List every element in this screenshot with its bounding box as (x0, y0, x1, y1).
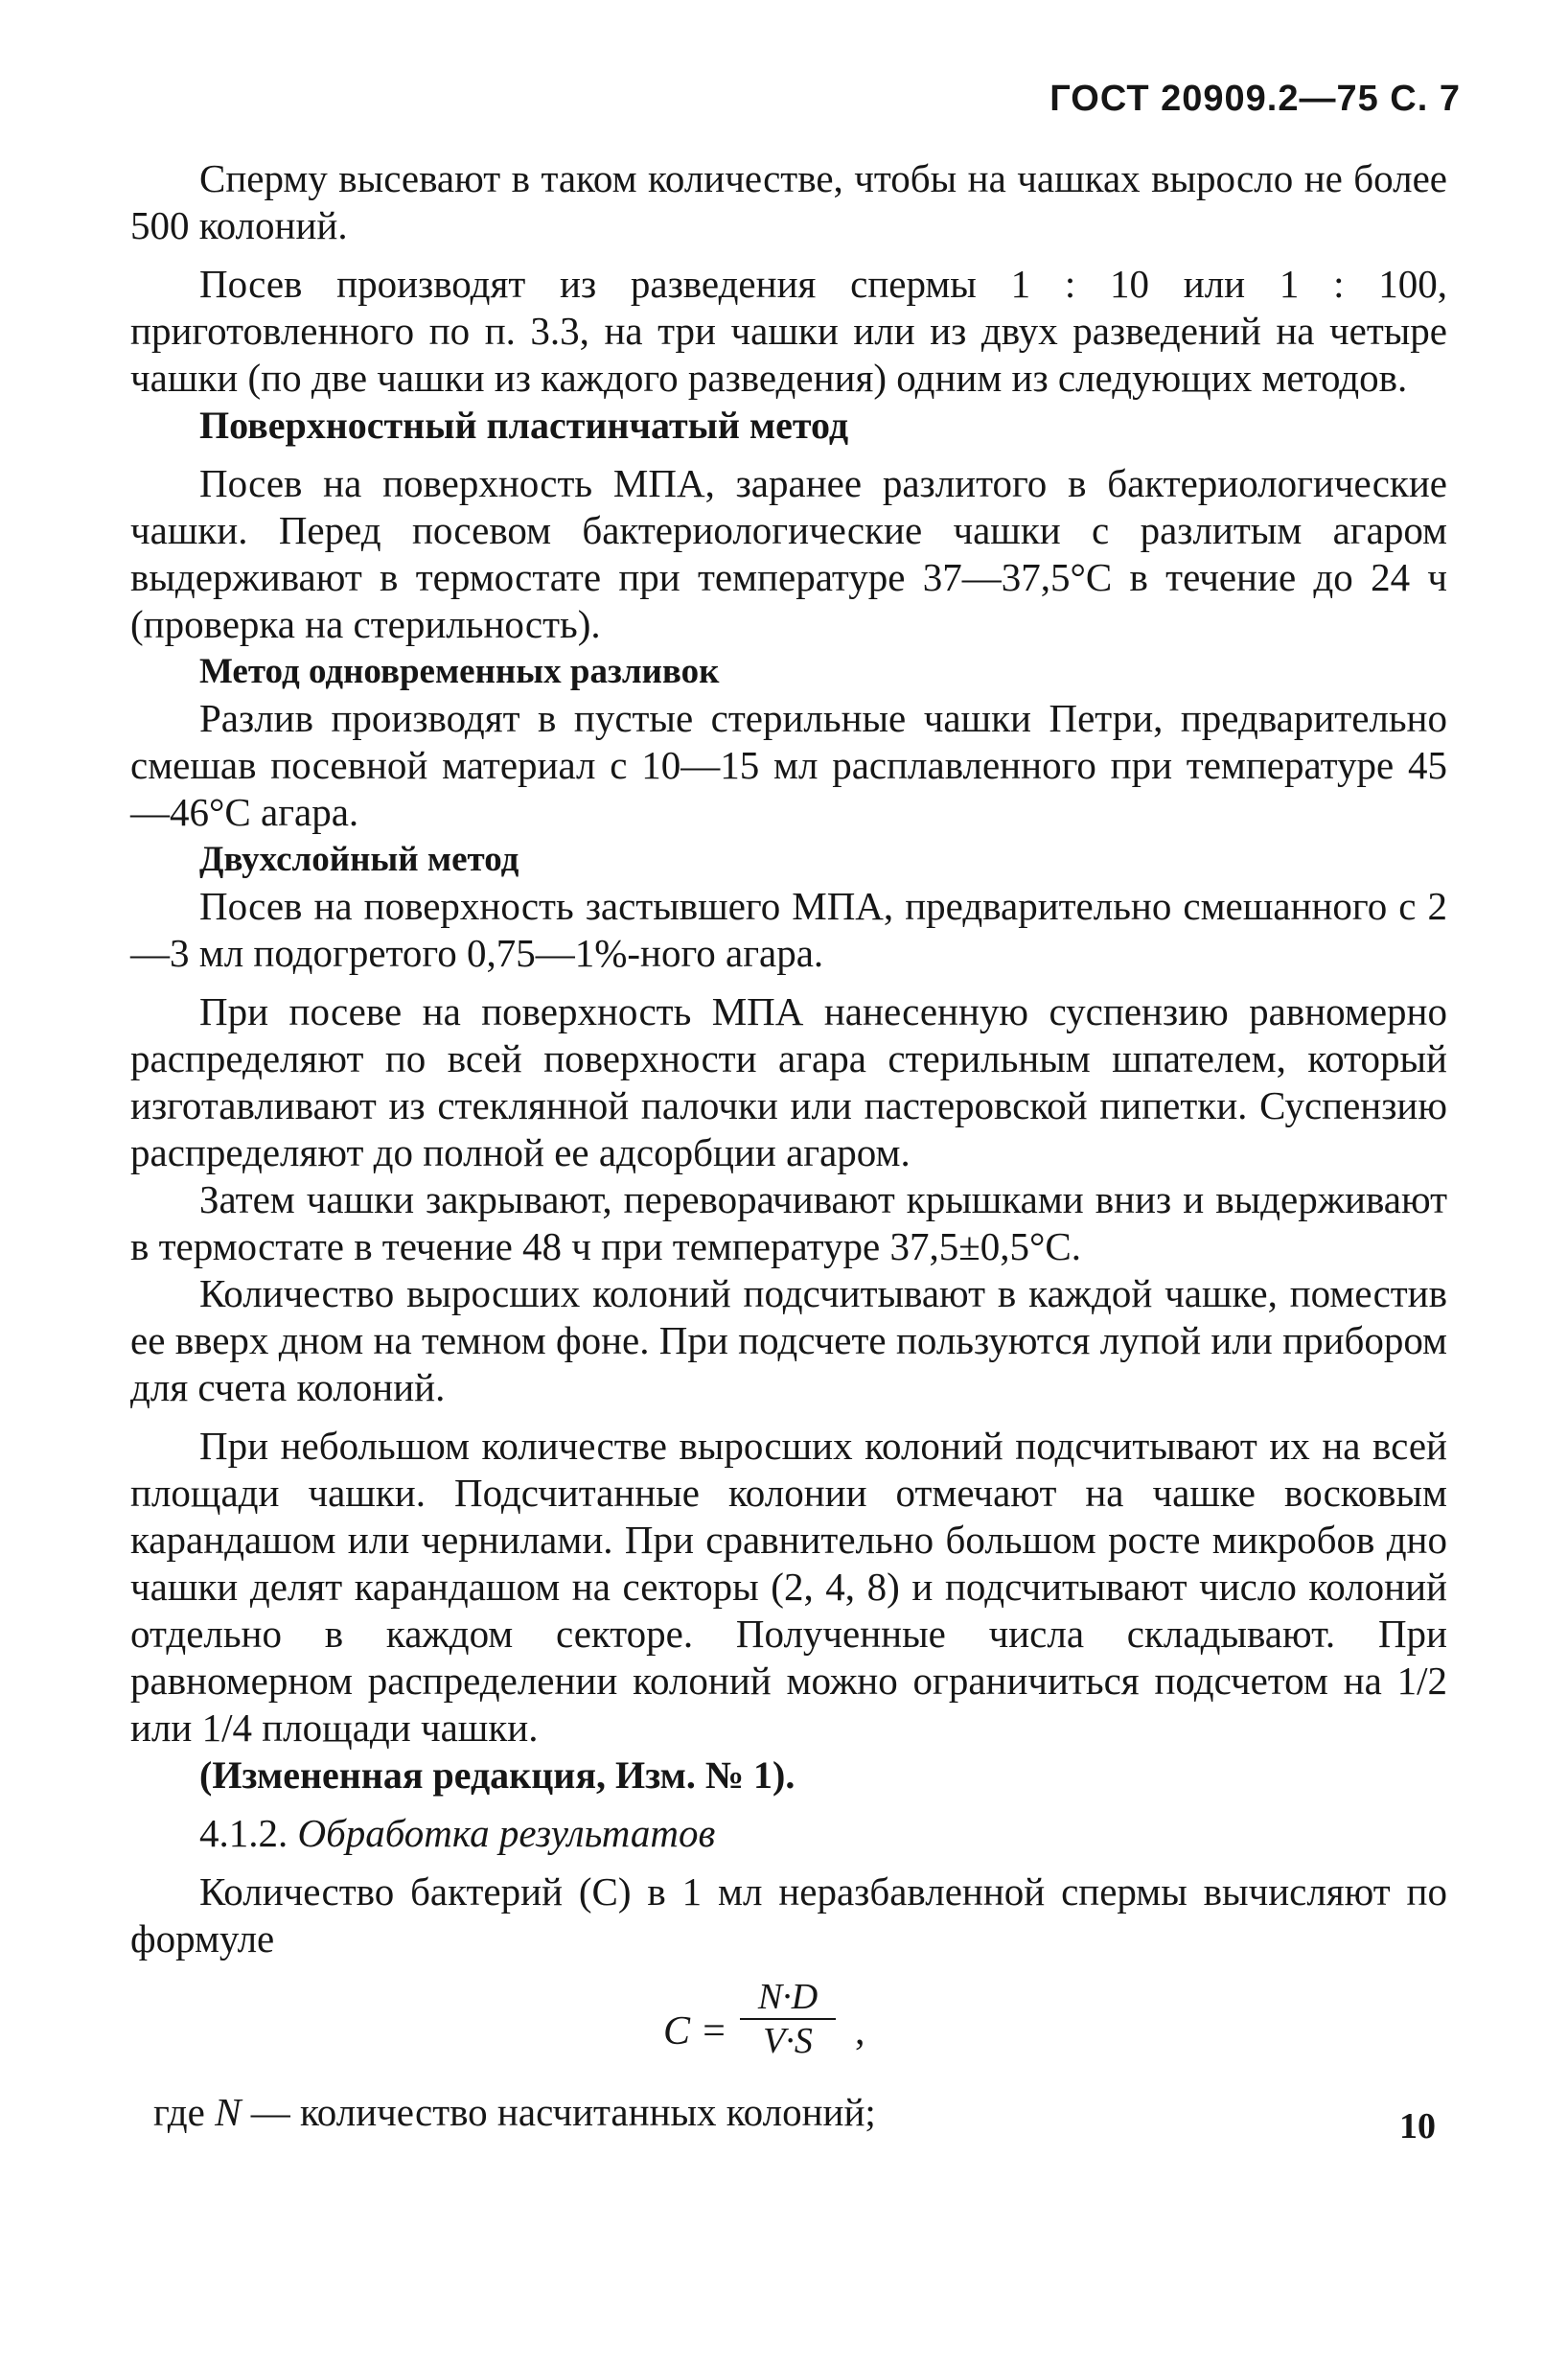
formula-comma: , (855, 2009, 865, 2054)
legend-label: где (153, 2090, 205, 2134)
formula-denominator: V·S (763, 2021, 813, 2061)
formula-fraction (740, 1976, 836, 2062)
heading-two-layer-method: Двухслойный метод (199, 840, 519, 879)
paragraph-surface-method: Посев на поверхность МПА, заранее разлитого в бактериологические чашки. Перед посевом бактериологические чашки с разлитым агаром выдерживают в термостате при температуре 37—37,5°С в течение до 24 ч (проверка на стерильность). (130, 461, 1447, 646)
paragraph-seeding-amount: Сперму высевают в таком количестве, чтобы на чашках выросло не более 500 колоний. (130, 156, 1447, 247)
section-results-processing (130, 1810, 1447, 1857)
paragraph-formula-intro: Количество бактерий (С) в 1 мл неразбавленной спермы вычисляют по формуле (130, 1869, 1447, 1961)
paragraph-counting: Количество выросших колоний подсчитывают в каждой чашке, поместив ее вверх дном на темном фоне. При подсчете пользуются лупой или прибором для счета колоний. (130, 1271, 1447, 1409)
paragraph-simultaneous-pour: Разлив производят в пустые стерильные чашки Петри, предварительно смешав посевной материал с 10—15 мл расплавленного при температуре 45—46°С агара. (130, 696, 1447, 834)
heading-surface-method: Поверхностный пластинчатый метод (199, 404, 849, 447)
paragraph-seeding-dilution: Посев производят из разведения спермы 1 : 10 или 1 : 100, приготовленного по п. 3.3, на три чашки или из двух разведений на четыре чашки (по две чашки из каждого разведения) одним из следующих методов. (130, 262, 1447, 400)
paragraph-two-layer-method: Посев на поверхность застывшего МПА, предварительно смешанного с 2—3 мл подогретого 0,75—1%-ного агара. (130, 884, 1447, 975)
section-number: 4.1.2. (199, 1811, 288, 1855)
paragraph-sector-counting: При небольшом количестве выросших колоний подсчитывают их на всей площади чашки. Подсчитанные колонии отмечают на чашке восковым карандашом или чернилами. При сравнительно большом росте микробов дно чашки делят карандашом на секторы (2, 4, 8) и подсчитывают число колоний отдельно в каждом секторе. Полученные числа складывают. При равномерном распределении колоний можно ограничиться подсчетом на 1/2 или 1/4 площади чашки. (130, 1424, 1447, 1750)
legend-symbol: N (215, 2090, 242, 2134)
paragraph-incubation: Затем чашки закрывают, переворачивают крышками вниз и выдерживают в термостате в течение 48 ч при температуре 37,5±0,5°С. (130, 1177, 1447, 1268)
section-title: Обработка результатов (297, 1811, 716, 1855)
formula-numerator: N·D (740, 1976, 836, 2020)
bacteria-count-formula (130, 1976, 1447, 2068)
formula-legend (130, 2089, 1447, 2136)
legend-text: — количество насчитанных колоний; (250, 2090, 876, 2134)
page-number: 10 (1399, 2106, 1436, 2147)
document-header: ГОСТ 20909.2—75 С. 7 (1049, 79, 1461, 119)
formula-lhs: C = (663, 2009, 727, 2054)
document-body (130, 155, 1447, 2175)
paragraph-spreading: При посеве на поверхность МПА нанесенную суспензию равномерно распределяют по всей поверхности агара стерильным шпателем, который изготавливают из стеклянной палочки или пастеровской пипетки. Суспензию распределяют до полной ее адсорбции агаром. (130, 989, 1447, 1174)
heading-amended-edition: (Измененная редакция, Изм. № 1). (199, 1753, 796, 1797)
heading-simultaneous-pour: Метод одновременных разливок (199, 652, 720, 691)
